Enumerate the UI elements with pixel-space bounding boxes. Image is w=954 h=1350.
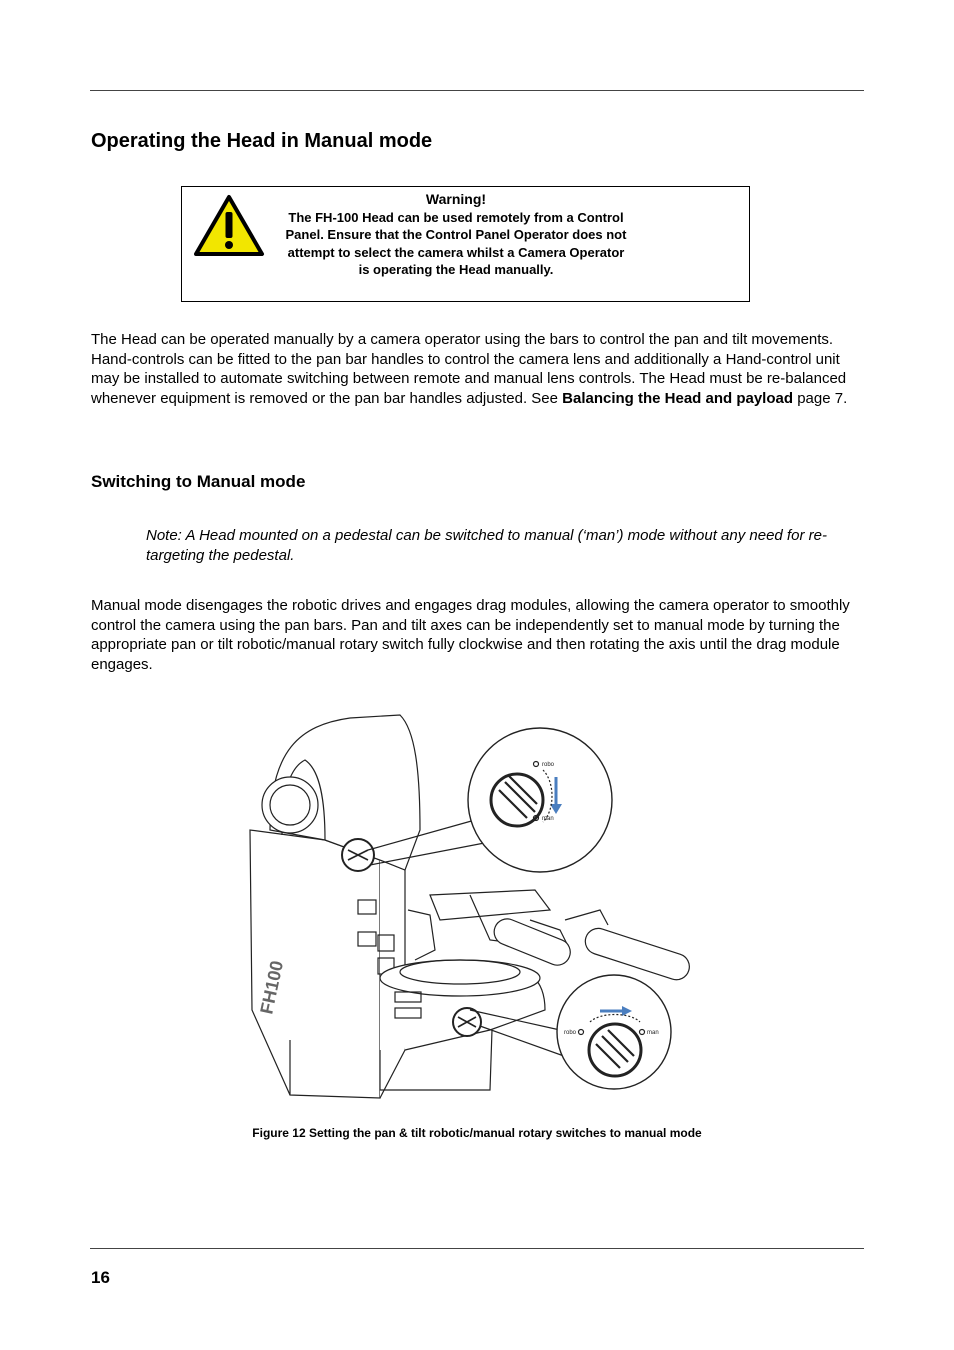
header-rule (90, 90, 864, 91)
head-illustration (230, 710, 720, 1110)
manual-mode-paragraph: Manual mode disengages the robotic drives and engages drag modules, allowing the camera operator to smoothly control the camera using the pan bars. Pan and tilt axes can be independently set to manual mode by turning the appropriate pan or tilt robotic/manual rotary switch fully clockwise and then rotating the axis until the drag module engages. (91, 597, 850, 673)
pan-robo-label: robo (564, 1030, 577, 1036)
section-heading: Switching to Manual mode (91, 472, 306, 491)
note-text: Note: A Head mounted on a pedestal can be switched to manual (‘man’) mode without any need for re-targeting the pedestal. (146, 527, 827, 564)
intro-text: The Head can be operated manually by a camera operator using the bars to control the pan and tilt movements. Hand-controls can be fitted to the pan bar handles to control the camera lens and additionally a Hand-control unit may be installed to automate switching between remote and manual lens controls. The Head must be re-balanced whenever equipment is removed or the pan bar handles adjusted. See (91, 331, 847, 407)
warning-icon (193, 194, 265, 257)
figure-caption: Figure 12 Setting the pan & tilt robotic/manual rotary switches to manual mode (252, 1126, 702, 1140)
page-number: 16 (91, 1268, 110, 1287)
warning-title: Warning! (425, 191, 487, 207)
intro-paragraph (91, 330, 865, 408)
cross-reference-link[interactable]: Balancing the Head and payload (562, 389, 794, 407)
page-reference: page 7. (793, 389, 848, 407)
warning-box (181, 186, 750, 302)
pan-man-label: man (647, 1030, 659, 1036)
tilt-robo-label: robo (542, 762, 555, 768)
device-label: FH100 (256, 958, 288, 1016)
page-title: Operating the Head in Manual mode (91, 130, 433, 152)
warning-text-block (282, 191, 630, 279)
warning-message: The FH-100 Head can be used remotely from a Control Panel. Ensure that the Control Panel Operator does not attempt to select the camera whilst a Camera Operator is operating the Head manually. (285, 209, 627, 278)
footer-rule (90, 1248, 864, 1249)
tilt-man-label: man (542, 816, 554, 822)
